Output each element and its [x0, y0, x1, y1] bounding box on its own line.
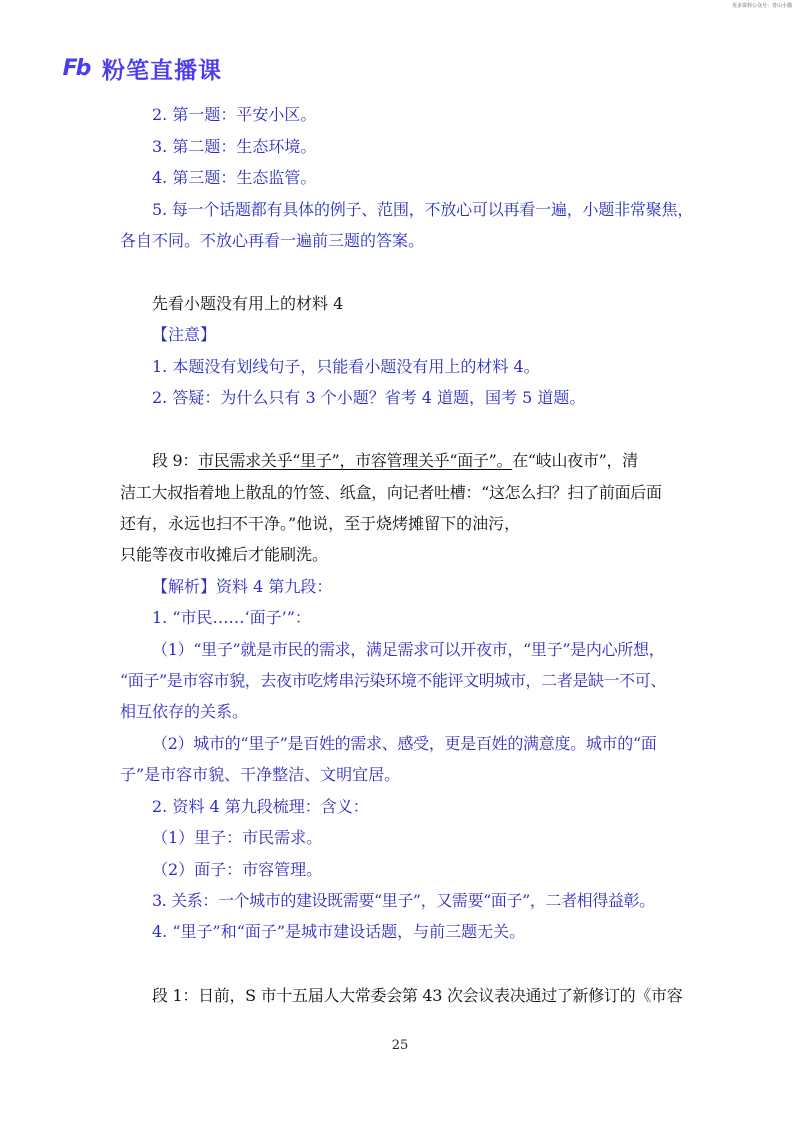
fb-logo-icon: Fb	[62, 55, 90, 81]
text-line: 1. “市民……‘面子’”：	[152, 608, 311, 627]
text-line: （1）里子：市民需求。	[152, 828, 323, 847]
paragraph-label: 段 9：	[152, 451, 199, 470]
text-line: “面子”是市容市貌，去夜市吃烤串污染环境不能评文明城市，二者是缺一不可、	[120, 671, 666, 690]
analysis-heading: 【解析】资料 4 第九段：	[152, 577, 333, 596]
text-line: （1）“里子”就是市民的需求，满足需求可以开夜市，“里子”是内心所想，	[152, 640, 665, 659]
text-line: 洁工大叔指着地上散乱的竹签、纸盒，向记者吐槽：“这怎么扫？扫了前面后面	[120, 483, 662, 502]
text-line: 4. 第三题：生态监管。	[152, 168, 317, 187]
text-line: 相互依存的关系。	[120, 702, 249, 721]
text-line: 2. 答疑：为什么只有 3 个小题？省考 4 道题，国考 5 道题。	[152, 388, 586, 407]
text-line: 4. “里子”和“面子”是城市建设话题，与前三题无关。	[152, 922, 526, 941]
text-line: 子”是市容市貌、干净整洁、文明宜居。	[120, 765, 401, 784]
text-line: 各自不同。不放心再看一遍前三题的答案。	[120, 231, 425, 250]
text-line: 先看小题没有用上的材料 4	[152, 294, 344, 313]
text-line: 2. 第一题：平安小区。	[152, 105, 317, 124]
text-line: 1. 本题没有划线句子，只能看小题没有用上的材料 4。	[152, 357, 540, 376]
header-note: 更多资料公众号：青山小猫	[731, 3, 792, 9]
brand-logo	[58, 53, 222, 83]
text-line: 5. 每一个话题都有具体的例子、范围，不放心可以再看一遍，小题非常聚焦，	[152, 200, 694, 219]
text-fragment: 在“岐山夜市”，清	[512, 451, 638, 470]
note-heading: 【注意】	[152, 325, 217, 344]
text-line: 2. 资料 4 第九段梳理：含义：	[152, 797, 369, 816]
text-line: （2）面子：市容管理。	[152, 860, 323, 879]
paragraph-9-first-line	[152, 448, 638, 474]
text-line: 只能等夜市收摊后才能刷洗。	[120, 545, 329, 564]
text-line: 段 1：日前，S 市十五届人大常委会第 43 次会议表决通过了新修订的《市容	[152, 986, 683, 1005]
page-number: 25	[391, 1038, 409, 1053]
brand-name: 粉笔直播课	[102, 57, 222, 84]
text-line: 还有，永远也扫不干净。”他说，至于烧烤摊留下的油污，	[120, 514, 521, 533]
underlined-sentence: 市民需求关乎“里子”，市容管理关乎“面子”。	[198, 451, 513, 470]
text-line: 3. 第二题：生态环境。	[152, 137, 317, 156]
text-line: （2）城市的“里子”是百姓的需求、感受，更是百姓的满意度。城市的“面	[152, 734, 657, 753]
text-line: 3. 关系：一个城市的建设既需要“里子”，又需要“面子”，二者相得益彰。	[152, 891, 655, 910]
